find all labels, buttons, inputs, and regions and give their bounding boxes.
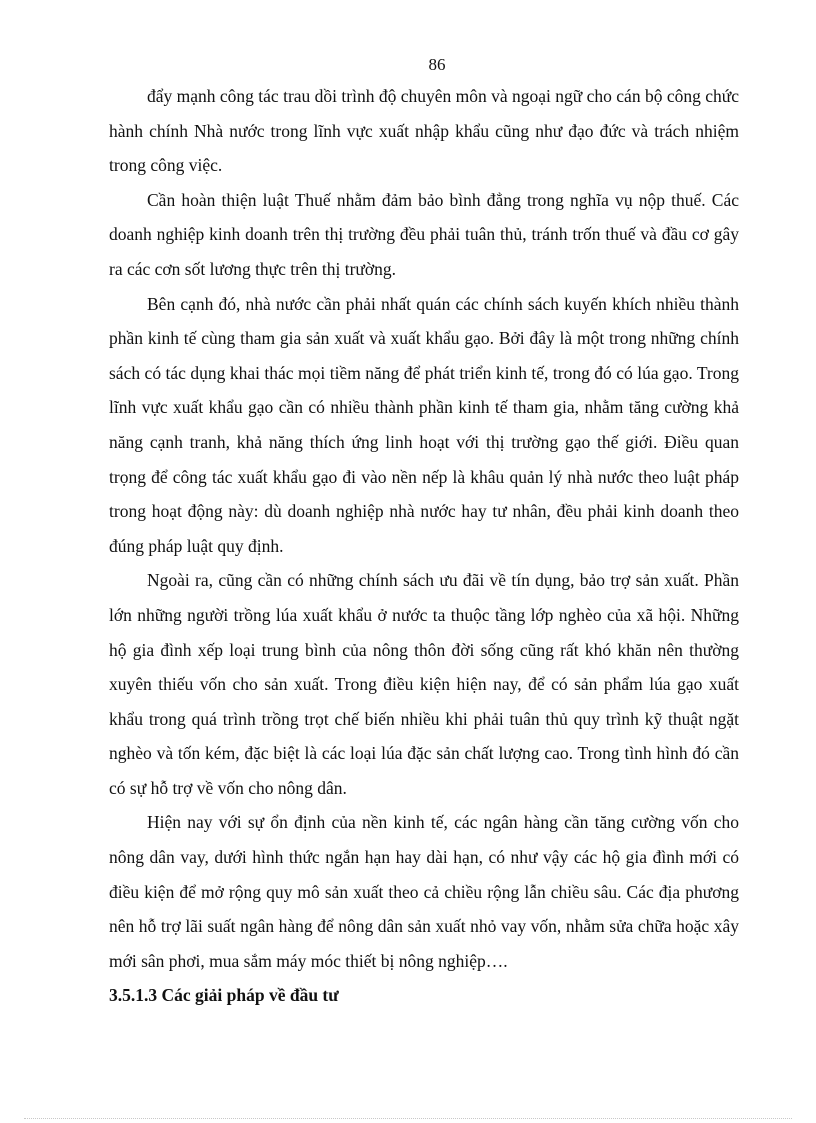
- document-body: [109, 79, 739, 1013]
- paragraph-banking: Hiện nay với sự ổn định của nền kinh tế, các ngân hàng cần tăng cường vốn cho nông dân vay, dưới hình thức ngắn hạn hay dài hạn, có như vậy các hộ gia đình mới có điều kiện để mở rộng quy mô sản xuất theo cả chiều rộng lẫn chiều sâu. Các địa phương nên hỗ trợ lãi suất ngân hàng để nông dân sản xuất nhỏ vay vốn, nhằm sửa chữa hoặc xây mới sân phơi, mua sắm máy móc thiết bị nông nghiệp….: [109, 812, 739, 971]
- section-heading: 3.5.1.3 Các giải pháp về đầu tư: [109, 985, 339, 1006]
- paragraph-credit: Ngoài ra, cũng cần có những chính sách ưu đãi về tín dụng, bảo trợ sản xuất. Phần lớn những người trồng lúa xuất khẩu ở nước ta thuộc tầng lớp nghèo của xã hội. Những hộ gia đình xếp loại trung bình của nông thôn đời sống cũng rất khó khăn nên thường xuyên thiếu vốn cho sản xuất. Trong điều kiện hiện nay, để có sản phẩm lúa gạo xuất khẩu trong quá trình trồng trọt chế biến nhiều khi phải tuân thủ quy trình kỹ thuật ngặt nghèo và tốn kém, đặc biệt là các loại lúa đặc sản chất lượng cao. Trong tình hình đó cần có sự hỗ trợ về vốn cho nông dân.: [109, 570, 739, 798]
- paragraph-tax-law: Cần hoàn thiện luật Thuế nhằm đảm bảo bình đẳng trong nghĩa vụ nộp thuế. Các doanh nghiệp kinh doanh trên thị trường đều phải tuân thủ, tránh trốn thuế và đầu cơ gây ra các cơn sốt lương thực trên thị trường.: [109, 189, 739, 279]
- page-bottom-border: [24, 1118, 792, 1119]
- page-number: 86: [428, 55, 446, 74]
- paragraph-policy: Bên cạnh đó, nhà nước cần phải nhất quán các chính sách kuyến khích nhiều thành phần kinh tế cùng tham gia sản xuất và xuất khẩu gạo. Bởi đây là một trong những chính sách có tác dụng khai thác mọi tiềm năng để phát triển kinh tế, trong đó có lúa gạo. Trong lĩnh vực xuất khẩu gạo cần có nhiều thành phần kinh tế tham gia, nhằm tăng cường khả năng cạnh tranh, khả năng thích ứng linh hoạt với thị trường gạo thế giới. Điều quan trọng để công tác xuất khẩu gạo đi vào nền nếp là khâu quản lý nhà nước theo luật pháp trong hoạt động này: dù doanh nghiệp nhà nước hay tư nhân, đều phải kinh doanh theo đúng pháp luật quy định.: [109, 293, 739, 556]
- paragraph-continuation: đẩy mạnh công tác trau dồi trình độ chuyên môn và ngoại ngữ cho cán bộ công chức hành chính Nhà nước trong lĩnh vực xuất nhập khẩu cũng như đạo đức và trách nhiệm trong công việc.: [109, 86, 739, 176]
